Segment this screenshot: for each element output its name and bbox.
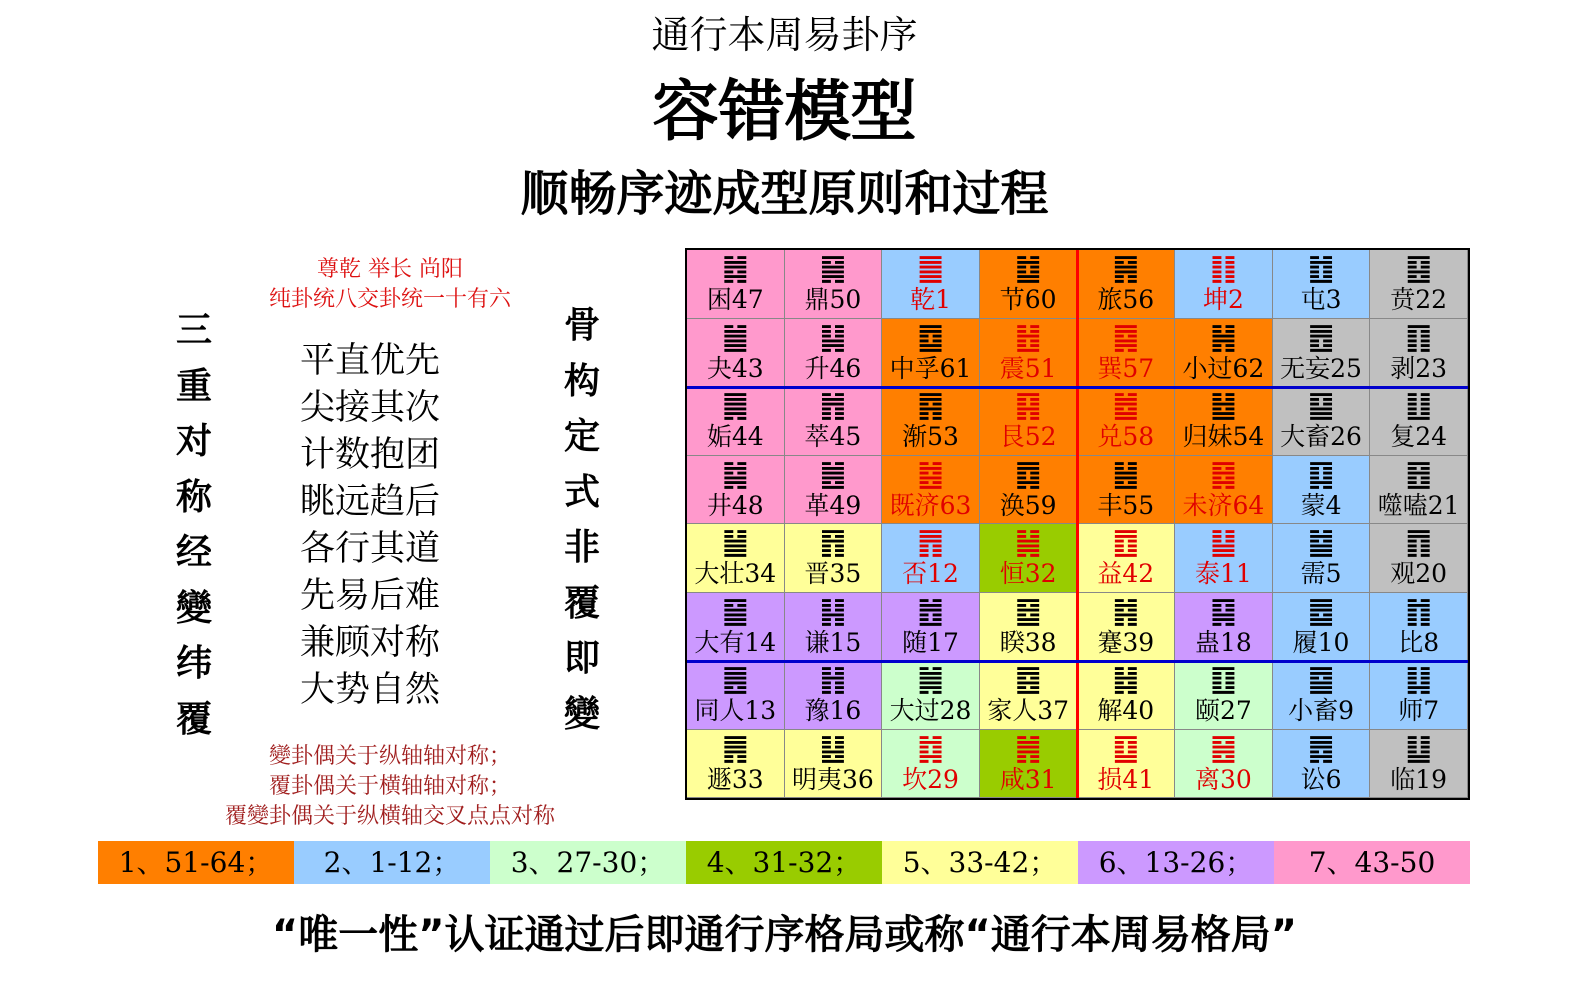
hexagram-cell [882, 456, 980, 525]
hexagram-symbol-icon: ䷮ [721, 251, 749, 286]
hexagram-symbol-icon: ䷿ [1209, 456, 1237, 492]
hexagram-symbol-icon: ䷹ [1112, 388, 1140, 423]
hexagram-name: 涣59 [999, 490, 1057, 520]
hexagram-cell [1078, 319, 1176, 388]
hexagram-name: 小过62 [1182, 353, 1265, 383]
principle-item: 兼顾对称 [300, 623, 441, 663]
horizontal-axis-line [687, 660, 1468, 663]
hexagram-symbol-icon: ䷼ [917, 319, 945, 355]
hexagram-cell [687, 387, 785, 456]
hexagram-symbol-icon: ䷥ [1014, 593, 1042, 629]
hexagram-name: 中孚61 [889, 353, 972, 383]
hexagram-name: 蒙4 [1300, 490, 1342, 520]
hexagram-symbol-icon: ䷺ [1014, 456, 1042, 492]
hexagram-name: 比8 [1398, 627, 1440, 657]
hexagram-cell [785, 456, 883, 525]
legend-item: 3、27-30； [490, 841, 686, 884]
page-title: 容错模型 [652, 73, 917, 150]
legend-item: 7、43-50 [1274, 841, 1470, 884]
hexagram-symbol-icon: ䷀ [917, 251, 945, 286]
vertical-axis-line [1076, 250, 1079, 798]
hexagram-name: 复24 [1390, 422, 1448, 451]
hexagram-symbol-icon: ䷷ [1112, 251, 1140, 286]
hexagram-name: 需5 [1300, 559, 1342, 588]
hexagram-name: 蹇39 [1097, 627, 1155, 657]
hexagram-cell [687, 593, 785, 662]
hexagram-name: 大畜26 [1280, 422, 1362, 451]
vertical-char: 构 [563, 359, 600, 402]
hexagram-cell [1175, 250, 1273, 319]
hexagram-symbol-icon: ䷰ [819, 456, 847, 492]
hexagram-symbol-icon: ䷌ [721, 662, 749, 697]
hexagram-cell [1370, 456, 1468, 525]
hexagram-name: 益42 [1097, 559, 1155, 588]
hexagram-name: 贲22 [1390, 285, 1448, 314]
hexagram-cell [1370, 524, 1468, 593]
hexagram-symbol-icon: ䷻ [1014, 251, 1042, 286]
hexagram-name: 渐53 [902, 422, 959, 451]
hexagram-name: 无妄25 [1280, 353, 1362, 383]
hexagram-symbol-icon: ䷆ [1405, 662, 1433, 697]
hexagram-name: 困47 [706, 285, 764, 314]
hexagram-cell [1078, 250, 1176, 319]
vertical-char: 定 [563, 415, 600, 457]
hexagram-symbol-icon: ䷡ [721, 525, 749, 560]
hexagram-symbol-icon: ䷐ [917, 593, 945, 629]
hexagram-symbol-icon: ䷓ [1405, 525, 1433, 560]
hexagram-cell [1175, 456, 1273, 525]
hexagram-cell [1273, 387, 1371, 456]
hexagram-symbol-icon: ䷅ [1307, 730, 1335, 766]
principle-list [300, 338, 500, 714]
hexagram-name: 归妹54 [1182, 422, 1265, 451]
hexagram-symbol-icon: ䷢ [819, 525, 847, 560]
hexagram-cell [882, 661, 980, 730]
hexagram-symbol-icon: ䷖ [1405, 319, 1433, 355]
hexagram-cell [1370, 387, 1468, 456]
vertical-char: 重 [175, 364, 212, 407]
vertical-char: 对 [175, 420, 212, 462]
symmetry-note-1: 變卦偶关于纵轴轴对称； [268, 744, 511, 769]
hexagram-cell [1273, 319, 1371, 388]
hexagram-cell [882, 319, 980, 388]
hexagram-name: 晋35 [804, 559, 862, 588]
hexagram-symbol-icon: ䷨ [1112, 730, 1140, 766]
hexagram-symbol-icon: ䷪ [721, 319, 749, 355]
hexagram-cell [1078, 661, 1176, 730]
hexagram-name: 蛊18 [1195, 627, 1252, 657]
hexagram-name: 同人13 [694, 696, 777, 725]
hexagram-cell [980, 730, 1078, 799]
hexagram-symbol-icon: ䷬ [819, 388, 847, 423]
hexagram-cell [785, 730, 883, 799]
principle-item: 眺远趋后 [300, 482, 441, 522]
hexagram-symbol-icon: ䷳ [1014, 388, 1042, 423]
hexagram-symbol-icon: ䷂ [1307, 251, 1335, 286]
hexagram-cell [1273, 524, 1371, 593]
vertical-char: 经 [175, 531, 212, 573]
hexagram-symbol-icon: ䷱ [819, 251, 847, 286]
principle-item: 尖接其次 [300, 388, 441, 428]
vertical-char: 覆 [175, 697, 212, 740]
hexagram-cell [980, 250, 1078, 319]
hexagram-name: 豫16 [804, 696, 862, 725]
hexagram-name: 明夷36 [792, 764, 874, 794]
hexagram-cell [1175, 319, 1273, 388]
hexagram-cell [980, 456, 1078, 525]
hexagram-symbol-icon: ䷗ [1405, 388, 1433, 423]
hexagram-cell [882, 593, 980, 662]
legend-item: 1、51-64； [98, 841, 294, 884]
hexagram-cell [1370, 593, 1468, 662]
principle-item: 计数抱团 [300, 435, 441, 475]
hexagram-name: 否12 [902, 559, 959, 588]
hexagram-cell [1175, 387, 1273, 456]
hexagram-cell [882, 730, 980, 799]
legend-item: 4、31-32； [686, 841, 882, 884]
hexagram-cell [882, 524, 980, 593]
vertical-char: 即 [563, 637, 600, 679]
hexagram-name: 随17 [902, 627, 959, 657]
hexagram-symbol-icon: ䷘ [1307, 319, 1335, 355]
hexagram-name: 大过28 [889, 696, 972, 725]
hexagram-cell [1273, 730, 1371, 799]
hexagram-symbol-icon: ䷶ [1112, 456, 1140, 492]
hexagram-symbol-icon: ䷈ [1307, 662, 1335, 697]
page-subtitle: 通行本周易卦序 [651, 13, 918, 57]
hexagram-symbol-icon: ䷴ [917, 388, 945, 423]
hexagram-name: 小畜9 [1288, 696, 1355, 725]
hexagram-name: 兑58 [1097, 422, 1155, 451]
hexagram-symbol-icon: ䷤ [1014, 662, 1042, 697]
motto-line-2: 纯卦统八交卦统一十有六 [268, 287, 511, 312]
hexagram-symbol-icon: ䷩ [1112, 525, 1140, 560]
hexagram-symbol-icon: ䷍ [721, 593, 749, 629]
hexagram-name: 升46 [804, 353, 862, 383]
hexagram-name: 乾1 [910, 285, 952, 314]
hexagram-symbol-icon: ䷕ [1405, 251, 1433, 286]
hexagram-symbol-icon: ䷯ [721, 456, 749, 492]
hexagram-name: 井48 [706, 490, 764, 520]
hexagram-name: 既济63 [889, 490, 972, 520]
hexagram-cell [1273, 456, 1371, 525]
hexagram-name: 颐27 [1195, 696, 1252, 725]
legend-item: 2、1-12； [294, 841, 490, 884]
hexagram-cell [980, 524, 1078, 593]
hexagram-cell [785, 387, 883, 456]
hexagram-name: 师7 [1398, 696, 1440, 725]
hexagram-name: 姤44 [706, 422, 764, 451]
hexagram-symbol-icon: ䷝ [1209, 730, 1237, 766]
hexagram-cell [1078, 730, 1176, 799]
hexagram-symbol-icon: ䷵ [1209, 388, 1237, 423]
hexagram-symbol-icon: ䷚ [1209, 662, 1237, 697]
principle-item: 各行其道 [300, 529, 441, 569]
hexagram-cell [1078, 593, 1176, 662]
hexagram-symbol-icon: ䷏ [819, 662, 847, 697]
hexagram-name: 大壮34 [694, 559, 777, 588]
vertical-phrase-left [172, 303, 216, 747]
hexagram-cell [785, 524, 883, 593]
page-heading: 顺畅序迹成型原则和过程 [520, 166, 1049, 222]
hexagram-symbol-icon: ䷁ [1209, 251, 1237, 286]
hexagram-name: 临19 [1390, 764, 1448, 794]
hexagram-cell [687, 456, 785, 525]
hexagram-symbol-icon: ䷞ [1014, 730, 1042, 766]
hexagram-cell [687, 319, 785, 388]
hexagram-grid [685, 248, 1470, 800]
hexagram-name: 旅56 [1097, 285, 1155, 314]
hexagram-cell [687, 524, 785, 593]
hexagram-symbol-icon: ䷉ [1307, 593, 1335, 629]
hexagram-symbol-icon: ䷧ [1112, 662, 1140, 697]
hexagram-symbol-icon: ䷜ [917, 730, 945, 766]
vertical-char: 称 [175, 475, 212, 518]
hexagram-name: 坎29 [902, 764, 959, 794]
hexagram-cell [1078, 524, 1176, 593]
hexagram-symbol-icon: ䷎ [819, 593, 847, 629]
hexagram-name: 泰11 [1195, 559, 1252, 588]
hexagram-cell [1273, 661, 1371, 730]
hexagram-name: 损41 [1097, 764, 1155, 794]
hexagram-cell [785, 250, 883, 319]
hexagram-cell [785, 319, 883, 388]
hexagram-symbol-icon: ䷒ [1405, 730, 1433, 766]
hexagram-symbol-icon: ䷽ [1209, 319, 1237, 355]
symmetry-note-3: 覆變卦偶关于纵横轴交叉点点对称 [224, 804, 555, 829]
hexagram-cell [687, 250, 785, 319]
hexagram-name: 谦15 [804, 627, 862, 657]
hexagram-name: 噬嗑21 [1377, 490, 1460, 520]
hexagram-symbol-icon: ䷄ [1307, 525, 1335, 560]
hexagram-cell [1370, 730, 1468, 799]
hexagram-symbol-icon: ䷦ [1112, 593, 1140, 629]
hexagram-cell [1370, 319, 1468, 388]
hexagram-name: 讼6 [1300, 764, 1342, 794]
symmetry-note-2: 覆卦偶关于横轴轴对称； [268, 774, 511, 799]
motto-line-1: 尊乾 举长 尚阳 [317, 257, 463, 282]
hexagram-cell [1273, 593, 1371, 662]
hexagram-cell [980, 319, 1078, 388]
hexagram-name: 恒32 [999, 559, 1057, 588]
hexagram-name: 观20 [1390, 559, 1448, 588]
hexagram-name: 屯3 [1300, 285, 1342, 314]
hexagram-symbol-icon: ䷟ [1014, 525, 1042, 560]
hexagram-cell [882, 387, 980, 456]
hexagram-cell [785, 593, 883, 662]
legend-item: 6、13-26； [1078, 841, 1274, 884]
hexagram-name: 震51 [999, 353, 1057, 383]
vertical-char: 非 [563, 526, 600, 568]
hexagram-name: 解40 [1097, 696, 1155, 725]
hexagram-symbol-icon: ䷲ [1014, 319, 1042, 355]
hexagram-name: 坤2 [1202, 285, 1244, 314]
vertical-phrase-right [560, 298, 604, 742]
hexagram-name: 革49 [804, 490, 862, 520]
hexagram-symbol-icon: ䷠ [721, 730, 749, 766]
hexagram-cell [687, 730, 785, 799]
hexagram-name: 剥23 [1390, 353, 1448, 383]
hexagram-name: 丰55 [1097, 490, 1155, 520]
vertical-char: 覆 [563, 581, 600, 624]
hexagram-symbol-icon: ䷭ [819, 319, 847, 355]
principle-item: 大势自然 [300, 670, 441, 710]
hexagram-symbol-icon: ䷣ [819, 730, 847, 766]
color-legend [98, 841, 1470, 884]
hexagram-cell [1175, 524, 1273, 593]
hexagram-name: 大有14 [694, 627, 777, 657]
hexagram-cell [1078, 456, 1176, 525]
legend-item: 5、33-42； [882, 841, 1078, 884]
hexagram-name: 艮52 [999, 422, 1057, 451]
hexagram-cell [785, 661, 883, 730]
hexagram-symbol-icon: ䷇ [1405, 593, 1433, 629]
hexagram-symbol-icon: ䷸ [1112, 319, 1140, 355]
hexagram-cell [882, 250, 980, 319]
hexagram-symbol-icon: ䷋ [917, 525, 945, 560]
hexagram-name: 巽57 [1097, 353, 1155, 383]
hexagram-name: 履10 [1292, 627, 1350, 657]
hexagram-cell [687, 661, 785, 730]
hexagram-symbol-icon: ䷙ [1307, 388, 1335, 423]
vertical-char: 式 [563, 470, 600, 513]
vertical-char: 變 [175, 586, 212, 629]
hexagram-symbol-icon: ䷃ [1307, 456, 1335, 492]
hexagram-name: 离30 [1195, 764, 1252, 794]
hexagram-cell [1175, 661, 1273, 730]
hexagram-name: 鼎50 [804, 285, 862, 314]
hexagram-cell [980, 593, 1078, 662]
hexagram-name: 萃45 [804, 422, 862, 451]
hexagram-cell [1273, 250, 1371, 319]
hexagram-name: 节60 [999, 285, 1057, 314]
hexagram-cell [1175, 593, 1273, 662]
hexagram-symbol-icon: ䷊ [1209, 525, 1237, 560]
vertical-char: 纬 [175, 642, 212, 684]
hexagram-cell [1370, 661, 1468, 730]
principle-item: 先易后难 [300, 576, 441, 616]
vertical-char: 變 [563, 692, 600, 735]
horizontal-axis-line [687, 386, 1468, 389]
hexagram-name: 睽38 [999, 627, 1057, 657]
vertical-char: 骨 [563, 304, 600, 346]
hexagram-symbol-icon: ䷑ [1209, 593, 1237, 629]
footer-caption: “唯一性”认证通过后即通行序格局或称“通行本周易格局” [271, 912, 1298, 958]
hexagram-name: 未济64 [1182, 490, 1265, 520]
hexagram-name: 遯33 [706, 764, 764, 794]
hexagram-name: 夬43 [706, 353, 764, 383]
hexagram-cell [1078, 387, 1176, 456]
hexagram-cell [1370, 250, 1468, 319]
hexagram-cell [980, 661, 1078, 730]
hexagram-symbol-icon: ䷛ [917, 662, 945, 697]
hexagram-cell [980, 387, 1078, 456]
hexagram-name: 家人37 [987, 696, 1070, 725]
hexagram-symbol-icon: ䷫ [721, 388, 749, 423]
principle-item: 平直优先 [300, 341, 441, 381]
hexagram-symbol-icon: ䷔ [1405, 456, 1433, 492]
hexagram-symbol-icon: ䷾ [917, 456, 945, 492]
vertical-char: 三 [175, 309, 212, 351]
hexagram-cell [1175, 730, 1273, 799]
hexagram-name: 咸31 [999, 764, 1057, 794]
